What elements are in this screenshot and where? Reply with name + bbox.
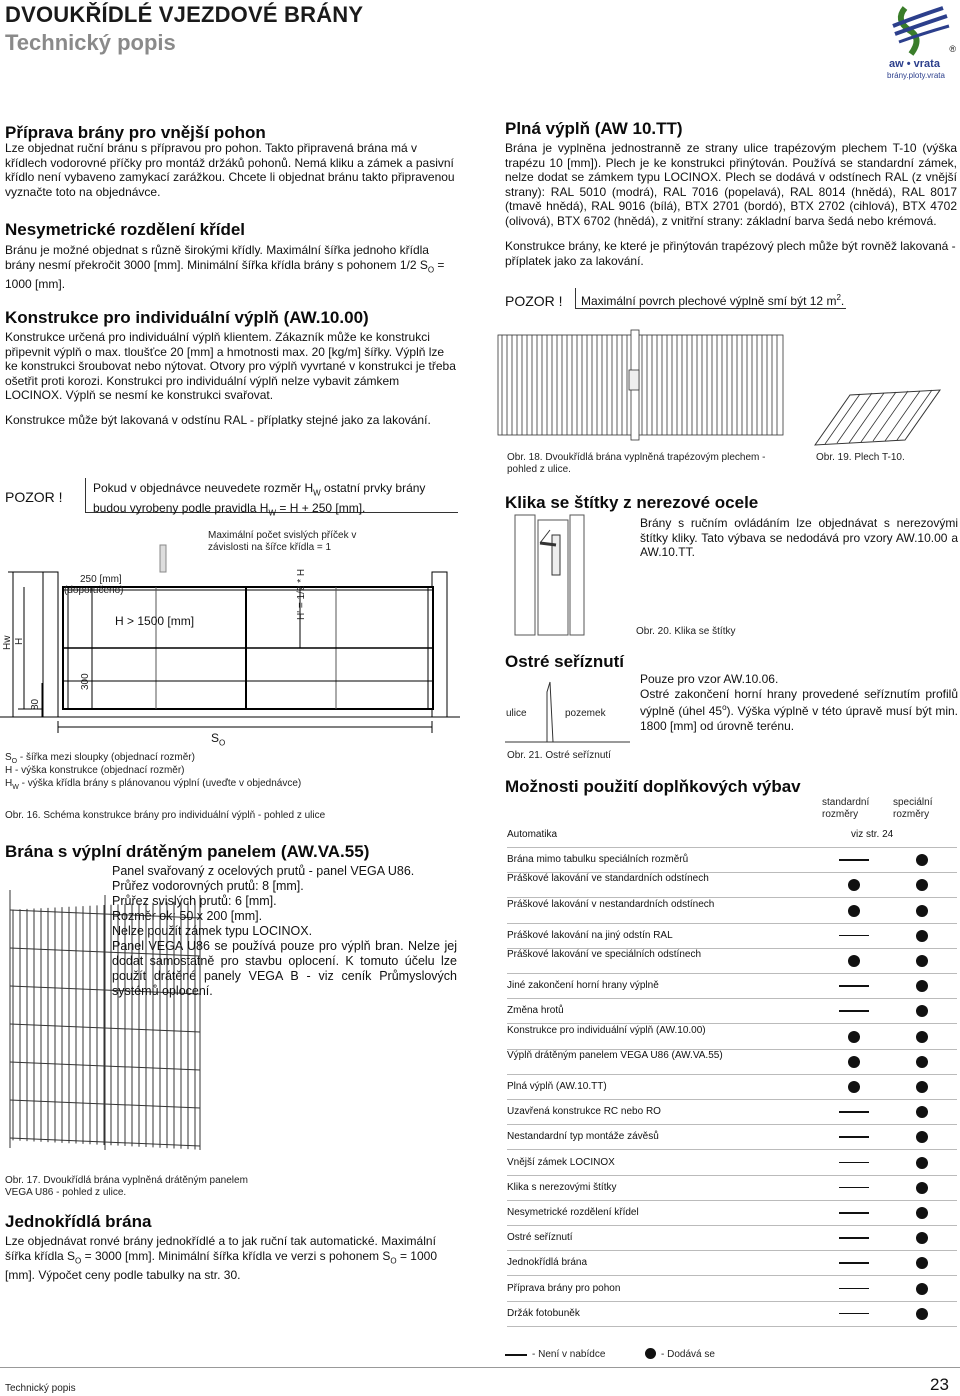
section-body-prep: Lze objednat ruční bránu s přípravou pro pohon. Takto připravená brána má v křídlech vodorovné příčky pro montáž držáků pohonů. Nemá kliku a zámek a pasivní křídlo není vybaveno zamykací zarážkou. Chcete li objednat bránu takto připravenou vyznačte toto na objednávce. — [5, 141, 455, 199]
section-body-individual: Konstrukce určená pro individuální výplň klientem. Zákazník může ke konstrukci připevnit výplň o max. tloušťce 20 [mm] a hmotnosti max. 20 [kg/m] šířky. Výplň lze ke konstrukci šroubovat nebo nýtovat. Otvory pro výplň vyvrtané v konstrukci je třeba ošetřit proti korozi. Konstrukci pro individuální výplň nelze vybavit zámkem LOCINOX. Výplň se nesmí ke konstrukci svařovat. — [5, 330, 456, 402]
available-mark — [916, 1056, 928, 1068]
table-row-label: Práškové lakování ve standardních odstínech — [507, 873, 709, 885]
legend-dash-text: - Není v nabídce — [532, 1349, 606, 1360]
available-mark — [916, 1157, 928, 1169]
not-offered-mark — [839, 1136, 869, 1138]
available-mark — [916, 930, 928, 942]
legend-hw: $H_W$ - výška křídla brány s plánovanou výplní (uveďte v objednávce) — [5, 778, 302, 791]
table-row-label: Nestandardní typ montáže závěsů — [507, 1131, 659, 1143]
figure-caption-18: Obr. 18. Dvoukřídlá brána vyplněná trapézovým plechem - pohled z ulice. — [507, 452, 766, 475]
not-offered-mark — [839, 1162, 869, 1164]
pozor-text-right: Maximální povrch plechové výplně smí být 12 $m^2$. — [581, 293, 845, 308]
table-row-label: Uzavřená konstrukce RC nebo RO — [507, 1106, 661, 1118]
pozor-sub-a: W — [313, 488, 321, 498]
figure-caption-21: Obr. 21. Ostré seříznutí — [507, 750, 611, 761]
available-mark — [916, 1131, 928, 1143]
section-title-options: Možnosti použití doplňkových výbav — [505, 777, 801, 796]
figure-caption-19: Obr. 19. Plech T-10. — [816, 452, 905, 463]
table-row — [507, 949, 957, 974]
not-offered-mark — [839, 1288, 869, 1290]
asym-tail: = 1000 [mm]. — [5, 257, 445, 292]
t10-sheet-image — [810, 385, 950, 455]
not-offered-mark — [839, 1237, 869, 1239]
available-mark — [916, 1232, 928, 1244]
diagram-label-half: H' = 1/2 * H — [296, 568, 307, 620]
not-offered-mark — [839, 859, 869, 861]
available-mark — [916, 955, 928, 967]
section-body-sharp: Pouze pro vzor AW.10.06. Ostré zakončení horní hrany provedené seříznutím profilů výplně (úhel 45$^o$). Výška výplně v této úpravě musí být min. 1800 [mm] od úrovně terénu. — [640, 672, 958, 733]
available-mark — [916, 980, 928, 992]
available-mark — [848, 1081, 860, 1093]
available-mark — [916, 1308, 928, 1320]
pozor-sub-b: W — [268, 508, 277, 518]
not-offered-mark — [839, 1212, 869, 1214]
table-row — [507, 974, 957, 999]
logo-tagline: brány.ploty.vrata — [887, 71, 945, 80]
table-row-label: Práškové lakování na jiný odstín RAL — [507, 929, 673, 941]
table-row — [507, 1226, 957, 1251]
available-mark — [848, 955, 860, 967]
not-offered-mark — [839, 1313, 869, 1315]
wire-spec-5: Nelze použít zámek typu LOCINOX. — [112, 924, 313, 938]
not-offered-mark — [839, 985, 869, 987]
table-row — [507, 924, 957, 949]
figure-caption-17: Obr. 17. Dvoukřídlá brána vyplněná drátěným panelem VEGA U86 - pohled z ulice. — [5, 1175, 248, 1198]
diagram-label-80: 80 — [30, 698, 41, 710]
wire-spec-4: Rozměr ok: 50 x 200 [mm]. — [112, 909, 263, 923]
logo-registered: ® — [949, 44, 956, 54]
section-title-individual: Konstrukce pro individuální výplň (AW.10.00) — [5, 308, 369, 327]
diagram-so: S — [211, 731, 220, 745]
table-row-label: Jiné zakončení horní hrany výplně — [507, 980, 659, 992]
pozor-label-left: POZOR ! — [5, 489, 63, 505]
table-row-label: Brána mimo tabulku speciálních rozměrů — [507, 854, 689, 866]
table-row — [507, 1100, 957, 1125]
not-offered-mark — [839, 1262, 869, 1264]
logo-text: aw • vrata — [889, 58, 940, 70]
section-body-asym — [5, 243, 457, 292]
section-title-solid: Plná výplň (AW 10.TT) — [505, 119, 683, 138]
table-row-label: Ostré seříznutí — [507, 1232, 573, 1244]
sharp-label-pozemek: pozemek — [565, 708, 606, 719]
column-header-standard: standardní rozměry — [822, 797, 870, 820]
section-title-handle: Klika se štítky z nerezové ocele — [505, 493, 759, 512]
asym-sub: O — [427, 264, 435, 274]
table-row-label: Jednokřídlá brána — [507, 1257, 588, 1269]
available-mark — [848, 1031, 860, 1043]
table-row-label: Vnější zámek LOCINOX — [507, 1156, 615, 1168]
sharp-label-ulice: ulice — [506, 708, 527, 719]
table-row-label: Příprava brány pro pohon — [507, 1282, 621, 1294]
table-row-label: Držák fotobuněk — [507, 1307, 580, 1319]
available-mark — [916, 1031, 928, 1043]
diagram-label-1500: H > 1500 [mm] — [115, 614, 195, 628]
diagram-legend — [5, 752, 465, 791]
section-title-single: Jednokřídlá brána — [5, 1212, 152, 1231]
wire-spec-2: Průřez vodorovných prutů: 8 [mm]. — [112, 879, 304, 893]
section-title-sharp: Ostré seříznutí — [505, 652, 625, 671]
diagram-max-note-text: Maximální počet svislých příček v závislosti na šířce křídla = 1 — [208, 530, 357, 553]
available-mark — [916, 854, 928, 866]
table-row — [507, 1277, 957, 1302]
table-row-label: Práškové lakování ve speciálních odstínech — [507, 949, 701, 960]
table-row — [507, 873, 957, 898]
table-cell-note: viz str. 24 — [851, 829, 894, 840]
legend-dot-text: - Dodává se — [661, 1349, 715, 1360]
pozor-label-right: POZOR ! — [505, 293, 563, 309]
table-row — [507, 999, 957, 1024]
brand-logo — [883, 2, 958, 82]
asym-text: Bránu je možné objednat s různě širokými křídly. Maximální šířka jednoho křídla brány nesmí překročit 3000 [mm]. Minimální šířka křídla brány s pohonem 1/2 S — [5, 243, 429, 272]
table-row-label: Změna hrotů — [507, 1005, 564, 1017]
legend-dash-mark — [505, 1354, 527, 1356]
table-row — [507, 823, 957, 848]
pozor-text-left — [93, 481, 458, 521]
available-mark — [848, 879, 860, 891]
table-row-label: Nesymetrické rozdělení křídel — [507, 1207, 639, 1218]
available-mark — [916, 879, 928, 891]
diagram-label-hw: Hw — [2, 635, 13, 650]
section-body-solid-2: Konstrukce brány, ke které je přinýtován trapézový plech může být rovněž lakovaná - příplatek jako za lakování. — [505, 239, 956, 268]
table-row-label: Klika s nerezovými štítky — [507, 1181, 617, 1193]
wire-spec-1: Panel svařovaný z ocelových prutů - panel VEGA U86. — [112, 864, 415, 878]
table-row-label: Výplň drátěným panelem VEGA U86 (AW.VA.55) — [507, 1049, 723, 1061]
table-row — [507, 899, 957, 924]
diagram-label-250: 250 [mm] — [80, 574, 122, 585]
table-row — [507, 848, 957, 873]
diagram-label-so — [211, 731, 225, 751]
figure-caption-20: Obr. 20. Klika se štítky — [636, 626, 736, 637]
table-row — [507, 1201, 957, 1226]
gate-schematic-diagram — [0, 545, 460, 748]
table-row — [507, 1302, 957, 1327]
available-mark — [848, 905, 860, 917]
footer-rule — [0, 1367, 960, 1368]
available-mark — [916, 1182, 928, 1194]
section-title-wire: Brána s výplní drátěným panelem (AW.VA.55) — [5, 842, 370, 861]
not-offered-mark — [839, 935, 869, 937]
legend-h: H - výška konstrukce (objednací rozměr) — [5, 765, 185, 776]
table-row — [507, 1151, 957, 1176]
available-mark — [916, 1257, 928, 1269]
table-row-label: Automatika — [507, 829, 558, 840]
available-mark — [916, 1005, 928, 1017]
figure-caption-16: Obr. 16. Schéma konstrukce brány pro individuální výplň - pohled z ulice — [5, 810, 326, 821]
available-mark — [916, 1207, 928, 1219]
table-row-label: Práškové lakování v nestandardních odstínech — [507, 898, 715, 910]
table-row — [507, 1050, 957, 1075]
page-title: DVOUKŘÍDLÉ VJEZDOVÉ BRÁNY — [5, 2, 364, 27]
footer-label: Technický popis — [5, 1383, 76, 1394]
available-mark — [916, 1081, 928, 1093]
pozor-text-c: = H + 250 [mm]. — [276, 500, 366, 515]
not-offered-mark — [839, 1111, 869, 1113]
pozor-text-a: Pokud v objednávce neuvedete rozměr H — [93, 481, 314, 495]
legend-dot-mark — [645, 1348, 656, 1359]
table-row — [507, 1075, 957, 1100]
diagram-so-sub: O — [219, 738, 226, 748]
table-row-label: Plná výplň (AW.10.TT) — [507, 1081, 607, 1092]
available-mark — [916, 1283, 928, 1295]
wire-panel-specs — [112, 864, 457, 999]
trapezoid-sheet-gate-image — [490, 325, 790, 445]
available-mark — [916, 1106, 928, 1118]
diagram-label-300: 300 — [80, 673, 91, 690]
section-body-single: Lze objednávat ronvé brány jednokřídlé a to jak ruční tak automatické. Maximální šířka křídla $S_O = 3000$ [mm]. Minimální šířka křídla ve verzi s pohonem $S_O = 1000$ [mm]. Výpočet ceny podle tabulky na str. 30. — [5, 1234, 437, 1283]
table-row — [507, 1125, 957, 1150]
section-title-asym: Nesymetrické rozdělení křídel — [5, 220, 246, 239]
diagram-label-h: H — [14, 637, 25, 645]
wire-spec-6: Panel VEGA U86 se používá pouze pro výplň bran. Nelze jej dodat samostatně pro stavbu oplocení. K tomuto účelu lze použít drátěné panely VEGA B - viz ceník Průmyslových systémů oplocení. — [112, 939, 457, 998]
not-offered-mark — [839, 1187, 869, 1189]
available-mark — [916, 905, 928, 917]
wire-spec-3: Průřez svislých prutů: 6 [mm]. — [112, 894, 277, 908]
not-offered-mark — [839, 1010, 869, 1012]
table-row — [507, 1025, 957, 1050]
legend-so: $S_O$ - šířka mezi sloupky (objednací rozměr) — [5, 752, 195, 765]
section-title-prep: Příprava brány pro vnější pohon — [5, 123, 266, 142]
section-note-ral: Konstrukce může být lakovaná v odstínu RAL - příplatky stejné jako za lakování. — [5, 413, 431, 427]
handle-plate-image — [510, 515, 630, 640]
diagram-label-recommended: (doporučeno) — [64, 585, 124, 596]
table-row-label: Konstrukce pro individuální výplň (AW.10.00) — [507, 1024, 706, 1036]
table-row — [507, 1176, 957, 1201]
column-header-special: speciální rozměry — [893, 797, 933, 820]
available-mark — [848, 1056, 860, 1068]
page-number: 23 — [930, 1375, 949, 1394]
page-subtitle: Technický popis — [5, 30, 176, 55]
section-body-handle: Brány s ručním ovládáním lze objednávat s nerezovými štítky kliky. Tato výbava se nedodává pro vzory AW.10.00 a AW.10.TT. — [640, 516, 958, 559]
logo-graphic — [883, 2, 958, 82]
pozor-text-b: ostatní prvky brány budou vyrobeny podle pravidla H — [93, 481, 426, 515]
section-body-solid: Brána je vyplněna jednostranně ze strany ulice trapézovým plechem T-10 (výška trapézu 10 [mm]). Plech je ke konstrukci přinýtován. Používá se standardní zámek, nelze dodat se zámkem typu LOCINOX. Plech se dodává v odstínech RAL (z vnější strany): RAL 5010 (modrá), RAL 7016 (popelavá), RAL 8014 (hnědá), RAL 8017 (tmavě hnědá), RAL 9016 (bílá), BTX 2701 (bordó), BTX 2702 (cihlová), BTX 4702 (olivová), BTX 6702 (hnědá), z vnitřní strany: základní barva šedá nebo krémová. — [505, 141, 957, 228]
table-row — [507, 1251, 957, 1276]
